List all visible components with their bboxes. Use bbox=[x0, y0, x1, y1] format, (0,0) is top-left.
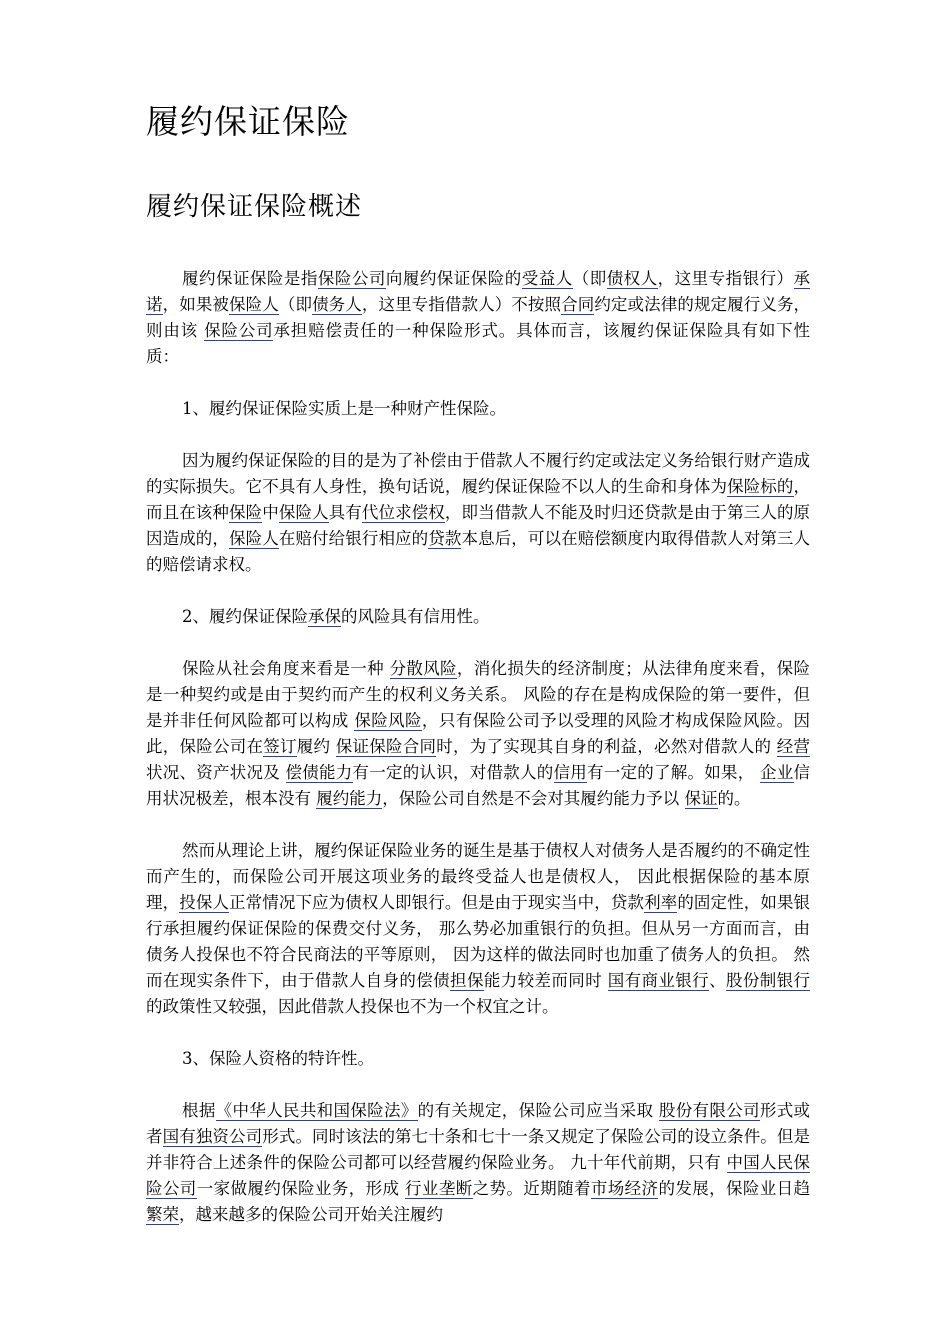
text-run: 然而从理论上讲，履约保证保险业务的诞生是基于债权人对债务人是否履约的不确定性而产生的，而保险公司开展这项业务的最终受益人也是债权人， 因此根据保险的基本原理， bbox=[146, 841, 810, 912]
term-link[interactable]: 投保人 bbox=[179, 893, 230, 912]
term-link[interactable]: 繁荣 bbox=[146, 1205, 179, 1224]
paragraph bbox=[146, 266, 810, 370]
term-link[interactable]: 信用 bbox=[553, 763, 587, 782]
term-link[interactable]: 分散风险 bbox=[389, 659, 457, 678]
text-run: 、 bbox=[709, 971, 726, 990]
term-link[interactable]: 企业 bbox=[760, 763, 794, 782]
text-run: 能力较差而同时 bbox=[483, 971, 608, 990]
term-link[interactable]: 利率 bbox=[644, 893, 678, 912]
term-link[interactable]: 保险公司 bbox=[204, 321, 274, 340]
text-run: ，如果被 bbox=[162, 295, 230, 314]
term-link[interactable]: 保证保险合同 bbox=[335, 737, 437, 756]
text-run: 承担赔偿责任的一种保险形式。具体而言，该履约保证保险具有如下性质： bbox=[146, 321, 811, 366]
text-run: 本息后，可以在赔偿额度内取得借款人对第三人的赔偿请求权。 bbox=[146, 529, 811, 574]
text-run: 保险从社会角度来看是一种 bbox=[182, 659, 390, 678]
term-link[interactable]: 保险人 bbox=[278, 503, 329, 522]
term-link[interactable]: 债务人 bbox=[312, 295, 362, 314]
term-link[interactable]: 中国人民保险公司 bbox=[146, 1153, 810, 1198]
term-link[interactable]: 偿债能力 bbox=[285, 763, 353, 782]
text-run: 信用状况极差，根本没有 bbox=[146, 763, 810, 808]
term-link[interactable]: 保险公司 bbox=[317, 269, 386, 288]
text-run: 的固定性，如果银行承担履约保证保险的保费交付义务， 那么势必加重银行的负担。但从另一方面而言，由债务人投保也不符合民商法的平等原则， 因为这样的做法同时也加重了债务人的负担。 然而在现实条件下，由于借款人自身的偿债 bbox=[146, 893, 811, 990]
text-run: 履约 bbox=[296, 737, 336, 756]
text-run: 时，为了实现其自身的利益，必然对借款人的 bbox=[436, 737, 777, 756]
text-run: 有一定的认识，对借款人的 bbox=[352, 763, 554, 782]
text-run: ，消化损失的经济制度；从法律角度来看，保险是一种契约或是由于契约而产生的权利义务关系。 风险的存在是构成保险的第一要件，但是并非任何风险都可以构成 bbox=[146, 659, 811, 730]
text-run: 3、保险人资格的特许性。 bbox=[182, 1049, 374, 1068]
paragraph bbox=[146, 396, 810, 422]
text-run: 正常情况下应为债权人即银行。但是由于现实当中，贷款 bbox=[229, 893, 645, 912]
term-link[interactable]: 行业垄断 bbox=[405, 1179, 473, 1198]
term-link[interactable]: 保险人 bbox=[229, 295, 279, 314]
body-text bbox=[146, 266, 810, 1228]
term-link[interactable]: 股份制银行 bbox=[725, 971, 811, 990]
text-run: （即 bbox=[572, 269, 607, 288]
text-run: 具有 bbox=[328, 503, 362, 522]
term-link[interactable]: 国有商业银行 bbox=[607, 971, 710, 990]
paragraph bbox=[146, 1046, 810, 1072]
text-run: 向履约保证保险的 bbox=[385, 269, 522, 288]
section-heading: 履约保证保险概述 bbox=[146, 192, 363, 222]
paragraph bbox=[146, 838, 810, 1020]
text-run: 因为履约保证保险的目的是为了补偿由于借款人不履行约定或法定义务给银行财产造成的实际损失。它不具有人身性，换句话说，履约保证保险不以人的生命和身体为 bbox=[146, 451, 810, 496]
text-run: 的政策性又较强，因此借款人投保也不为一个权宜之计。 bbox=[146, 997, 559, 1016]
text-run: ，越来越多的保险公司开始关注履约 bbox=[179, 1205, 443, 1224]
text-run: 形式。同时该法的第七十条和七十一条又规定了保险公司的设立条件。但是并非符合上述条件的保险公司都可以经营履约保险业务。 九十年代前期，只有 bbox=[146, 1127, 811, 1172]
term-link[interactable]: 保证 bbox=[684, 789, 718, 808]
text-run: 在赔付给银行相应的 bbox=[278, 529, 429, 548]
term-link[interactable]: 签订 bbox=[263, 737, 297, 756]
paragraph bbox=[146, 604, 810, 630]
term-link[interactable]: 担保 bbox=[450, 971, 484, 990]
term-link[interactable]: 保险风险 bbox=[354, 711, 422, 730]
term-link[interactable]: 履约能力 bbox=[316, 789, 383, 808]
text-run: 一家做履约保险业务，形成 bbox=[196, 1179, 406, 1198]
text-run: ，即当借款人不能及时归还贷款是由于第三人的原因造成的， bbox=[146, 503, 811, 548]
term-link[interactable]: 承诺 bbox=[146, 269, 811, 314]
term-link[interactable]: 代位求偿权 bbox=[361, 503, 445, 522]
term-link[interactable]: 《中华人民共和国保险法》 bbox=[215, 1101, 418, 1120]
term-link[interactable]: 市场经济 bbox=[590, 1179, 659, 1198]
text-run: 之势。近期随着 bbox=[472, 1179, 591, 1198]
text-run: 履约保证保险是指 bbox=[182, 269, 318, 288]
text-run: 的风险具有信用性。 bbox=[341, 607, 490, 626]
term-link[interactable]: 合同 bbox=[561, 295, 595, 314]
term-link[interactable]: 保险人 bbox=[229, 529, 279, 548]
term-link[interactable]: 承保 bbox=[308, 607, 341, 626]
text-run: ，只有保险公司予以受理的风险才构成保险风险。因此，保险公司在 bbox=[146, 711, 811, 756]
text-run: （即 bbox=[278, 295, 313, 314]
text-run: 的有关规定，保险公司应当采取 bbox=[417, 1101, 659, 1120]
term-link[interactable]: 保险 bbox=[229, 503, 263, 522]
paragraph bbox=[146, 448, 810, 578]
term-link[interactable]: 受益人 bbox=[521, 269, 573, 288]
term-link[interactable]: 贷款 bbox=[428, 529, 462, 548]
text-run: 的发展，保险业日趋 bbox=[658, 1179, 811, 1198]
text-run: 2、履约保证保险 bbox=[182, 607, 308, 626]
document-title: 履约保证保险 bbox=[146, 102, 350, 141]
document-page bbox=[146, 96, 810, 1254]
text-run: ，而且在该种 bbox=[146, 477, 811, 522]
text-run: ，这里专指借款人）不按照 bbox=[361, 295, 562, 314]
text-run: 形式或者 bbox=[146, 1101, 811, 1146]
term-link[interactable]: 保险标的 bbox=[727, 477, 794, 496]
term-link[interactable]: 国有独资公司 bbox=[162, 1127, 263, 1146]
text-run: ，这里专指银行） bbox=[657, 269, 794, 288]
paragraph bbox=[146, 1098, 810, 1228]
text-run: 状况、资产状况及 bbox=[146, 763, 286, 782]
text-run: ，保险公司自然是不会对其履约能力予以 bbox=[382, 789, 685, 808]
text-run: 有一定的了解。如果， bbox=[587, 763, 760, 782]
text-run: 约定或法律的规定履行义务，则由该 bbox=[146, 295, 811, 340]
term-link[interactable]: 经营 bbox=[776, 737, 810, 756]
term-link[interactable]: 股份有限公司 bbox=[658, 1101, 760, 1120]
paragraph bbox=[146, 656, 810, 812]
text-run: 根据 bbox=[182, 1101, 216, 1120]
term-link[interactable]: 债权人 bbox=[606, 269, 658, 288]
text-run: 1、履约保证保险实质上是一种财产性保险。 bbox=[182, 399, 506, 418]
text-run: 中 bbox=[262, 503, 279, 522]
text-run: 的。 bbox=[717, 789, 751, 808]
